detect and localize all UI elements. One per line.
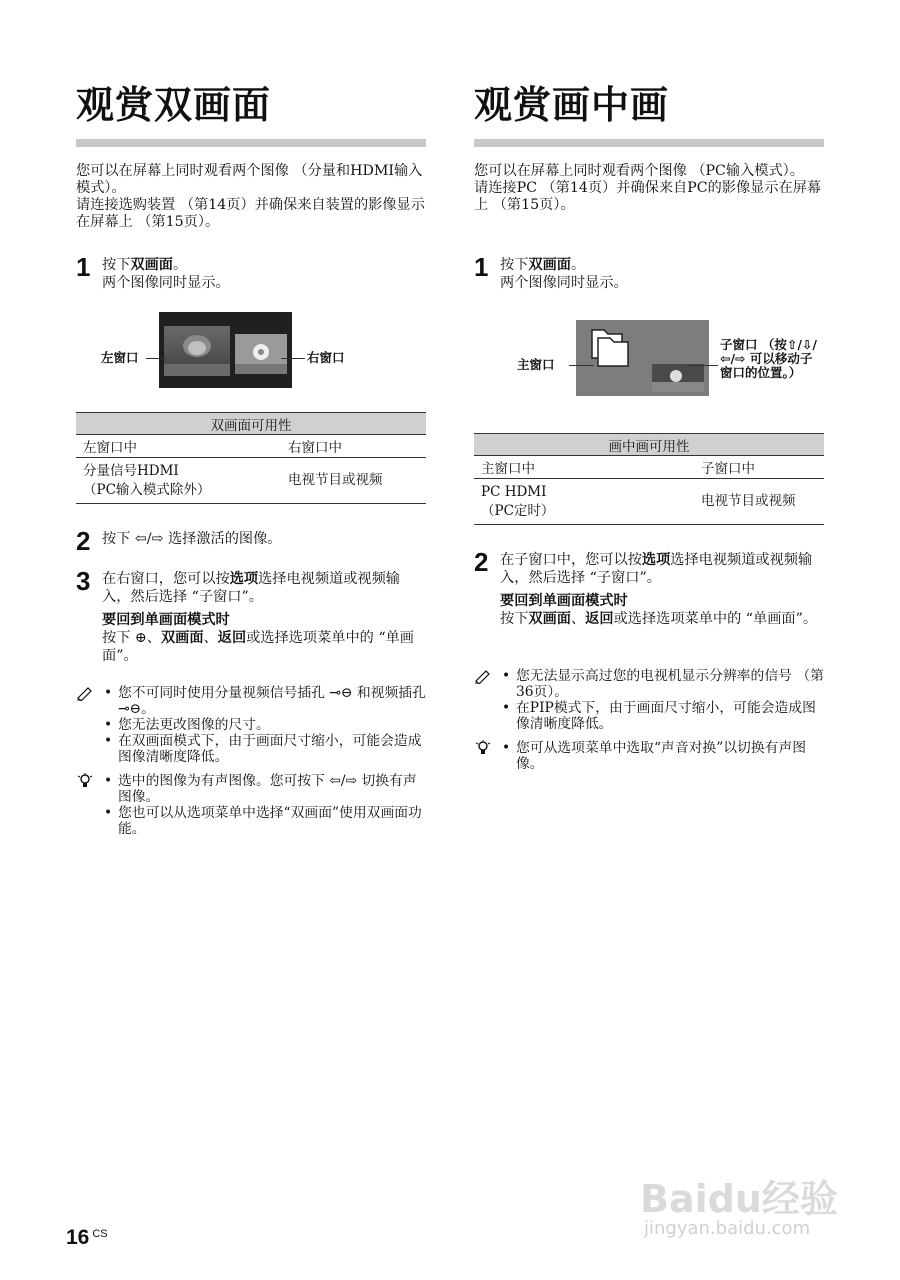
step-number: 2 xyxy=(76,526,91,556)
table-cell: 电视节目或视频 xyxy=(694,479,824,525)
note-item: • 在PIP模式下，由于画面尺寸缩小，可能会造成图像清晰度降低。 xyxy=(498,700,824,732)
left-window-label: 左窗口 xyxy=(101,350,139,365)
page-title-pip: 观赏画中画 xyxy=(474,83,670,127)
intro-line: 请连接选购装置 （第14页）并确保来自装置的影像显示在屏幕上 （第15页）。 xyxy=(76,197,425,230)
watermark-logo: Baidu经验 xyxy=(640,1177,838,1221)
pencil-note-icon xyxy=(76,685,96,701)
pencil-note-icon xyxy=(474,668,494,684)
step-text: 。 xyxy=(570,257,586,273)
notes-section xyxy=(474,668,824,780)
step-2 xyxy=(76,526,426,556)
callout-line xyxy=(281,358,305,359)
intro-line: 请连接PC （第14页）并确保来自PC的影像显示在屏幕上 （第15页）。 xyxy=(474,180,822,213)
step-number: 1 xyxy=(76,252,91,282)
note-item: • 您无法显示高过您的电视机显示分辨率的信号 （第36页）。 xyxy=(498,668,824,700)
note-item: • 在双画面模式下，由于画面尺寸缩小，可能会造成图像清晰度降低。 xyxy=(100,733,426,765)
page-number-value: 16 xyxy=(66,1226,90,1249)
step-1 xyxy=(474,252,824,292)
dual-availability-table xyxy=(76,412,426,504)
cell-line: （PC输入模式除外） xyxy=(83,481,211,498)
key-name: 双画面 xyxy=(130,257,173,273)
key-name: 返回 xyxy=(585,611,614,627)
table-header: 主窗口中 xyxy=(474,456,694,479)
step-text: 、 xyxy=(203,630,218,646)
step-text: 在右窗口，您可以按 xyxy=(102,571,230,587)
table-caption: 双画面可用性 xyxy=(76,413,426,435)
table-header: 子窗口中 xyxy=(694,456,824,479)
tip-item: • 您可从选项菜单中选取“声音对换”以切换有声图像。 xyxy=(498,740,824,772)
sub-heading: 要回到单画面模式时 xyxy=(500,593,628,609)
tip-item: • 选中的图像为有声图像。您可按下 ⇦/⇨ 切换有声图像。 xyxy=(100,773,426,805)
step-text: 按下 xyxy=(500,611,529,627)
key-name: 返回 xyxy=(217,630,247,646)
step-number: 1 xyxy=(474,252,489,282)
note-group xyxy=(474,668,824,732)
step-text: 在子窗口中，您可以按 xyxy=(500,552,642,568)
title-rule xyxy=(76,139,426,147)
tip-group xyxy=(474,740,824,772)
step-text: 或选择选项菜单中的 “单画面”。 xyxy=(102,630,414,664)
title-rule xyxy=(474,139,824,147)
intro-line: 您可以在屏幕上同时观看两个图像 （PC输入模式）。 xyxy=(474,163,804,179)
step-text: 两个图像同时显示。 xyxy=(500,275,628,291)
table-row xyxy=(474,479,824,525)
note-group xyxy=(76,685,426,765)
note-item: • 您无法更改图像的尺寸。 xyxy=(100,717,426,733)
tip-group xyxy=(76,773,426,837)
page-title-dual: 观赏双画面 xyxy=(76,83,272,127)
right-window-label: 右窗口 xyxy=(307,350,345,365)
key-name: 双画面 xyxy=(528,611,571,627)
step-1 xyxy=(76,252,426,292)
table-row xyxy=(76,458,426,504)
lightbulb-tip-icon xyxy=(76,773,96,789)
callout-line xyxy=(146,358,166,359)
page-number xyxy=(66,1226,108,1250)
key-name: 选项 xyxy=(229,571,259,587)
step-text: 两个图像同时显示。 xyxy=(102,275,230,291)
language-code: CS xyxy=(92,1228,108,1240)
step-text: 、 xyxy=(570,611,586,627)
watermark-url: jingyan.baidu.com xyxy=(644,1218,811,1239)
pc-desktop-image xyxy=(576,320,709,396)
sub-heading: 要回到单画面模式时 xyxy=(102,612,230,628)
pip-availability-table xyxy=(474,433,824,525)
key-name: 选项 xyxy=(641,552,671,568)
key-name: 双画面 xyxy=(160,630,204,646)
note-item: • 您不可同时使用分量视频信号插孔 ⊸⊖ 和视频插孔 ⊸⊖。 xyxy=(100,685,426,717)
tv-screen xyxy=(159,312,292,388)
step-text: 。 xyxy=(172,257,188,273)
tip-item: • 您也可以从选项菜单中选择“双画面”使用双画面功能。 xyxy=(100,805,426,837)
table-cell: 电视节目或视频 xyxy=(281,458,426,504)
baidu-watermark xyxy=(640,1150,850,1250)
intro-line: 您可以在屏幕上同时观看两个图像 （分量和HDMI输入模式）。 xyxy=(76,163,423,196)
step-text: 按下 xyxy=(102,257,131,273)
step-text: 按下 ⊕、 xyxy=(102,630,161,646)
sub-window-label: 子窗口 （按⇧/⇩/⇦/⇨ 可以移动子窗口的位置。） xyxy=(720,337,817,380)
main-window-label: 主窗口 xyxy=(517,357,555,372)
tv-screen xyxy=(576,320,709,396)
dual-picture-figure xyxy=(76,310,426,390)
tv-screen-image xyxy=(159,312,292,388)
step-text: 按下 ⇦/⇨ 选择激活的图像。 xyxy=(102,531,282,547)
intro-text xyxy=(474,163,824,214)
notes-section xyxy=(76,685,426,845)
step-text: 或选择选项菜单中的 “单画面”。 xyxy=(613,611,818,627)
step-3 xyxy=(76,566,426,665)
callout-line xyxy=(686,365,718,366)
cell-line: PC HDMI xyxy=(481,483,547,500)
cell-line: 分量信号HDMI xyxy=(83,462,179,479)
lightbulb-tip-icon xyxy=(474,740,494,756)
step-2 xyxy=(474,547,824,628)
pip-figure xyxy=(474,318,824,408)
intro-text xyxy=(76,163,426,231)
step-number: 2 xyxy=(474,547,489,577)
step-text: 选择电视频道或视频输入，然后选择 “子窗口”。 xyxy=(500,552,813,586)
step-text: 按下 xyxy=(500,257,529,273)
cell-line: （PC定时） xyxy=(481,502,555,519)
callout-line xyxy=(569,365,594,366)
table-header: 左窗口中 xyxy=(76,435,281,458)
table-cell xyxy=(76,458,281,504)
table-caption: 画中画可用性 xyxy=(474,434,824,456)
table-header: 右窗口中 xyxy=(281,435,426,458)
step-text: 选择电视频道或视频输入，然后选择 “子窗口”。 xyxy=(102,571,400,605)
key-name: 双画面 xyxy=(528,257,571,273)
table-cell xyxy=(474,479,694,525)
step-number: 3 xyxy=(76,566,91,596)
